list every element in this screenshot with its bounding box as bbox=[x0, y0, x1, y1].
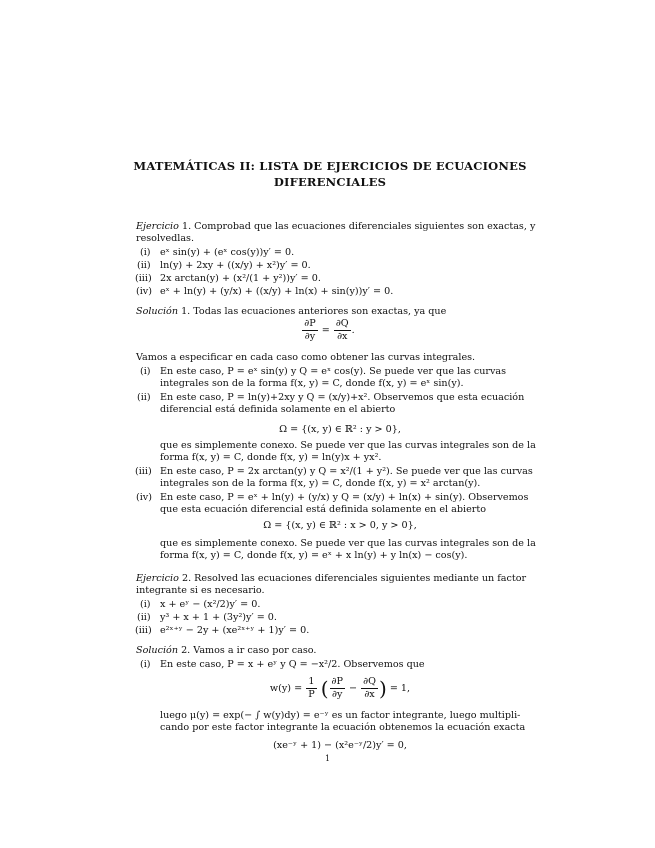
exercise-1-text: 1. Comprobad que las ecuaciones diferenciales siguientes son exactas, y bbox=[181, 221, 536, 232]
exactness-condition: $\frac{\partial P}{\partial y}$ = $\frac{\partial Q}{\partial x}$ . bbox=[304, 318, 355, 342]
exact-equation: (xe⁻ʸ + 1) − (x²e⁻ʸ/2)y′ = 0, bbox=[273, 740, 407, 751]
ex2-item-iii-eq: e²ˣ⁺ʸ − 2y + (xe²ˣ⁺ʸ + 1)y′ = 0. bbox=[160, 625, 310, 636]
ex1-item-ii-num: (ii) bbox=[137, 260, 151, 271]
sol2-i-num: (i) bbox=[140, 659, 151, 670]
sol1-ii-line2: diferencial está definida solamente en el abierto bbox=[160, 404, 396, 415]
ex1-item-iv-num: (iv) bbox=[136, 286, 152, 297]
page-title bbox=[120, 158, 540, 190]
solution-1-intro bbox=[136, 306, 446, 318]
solution-1-text: 1. Todas las ecuaciones anteriores son exactas, ya que bbox=[181, 306, 447, 317]
ex1-item-iii-num: (iii) bbox=[135, 273, 152, 284]
sol1-ii-line1: En este caso, P = ln(y)+2xy y Q = (x/y)+x². Observemos que esta ecuación bbox=[160, 392, 525, 403]
sol1-iii-line2: integrales son de la forma f(x, y) = C, donde f(x, y) = x² arctan(y). bbox=[160, 478, 481, 489]
sol2-i-line2: luego μ(y) = exp(− ∫ w(y)dy) = e⁻ʸ es un factor integrante, luego multipli- bbox=[160, 710, 521, 721]
one-over-P: $\frac{1}{P}$ bbox=[308, 676, 315, 700]
sol1-ii-num: (ii) bbox=[137, 392, 151, 403]
dQ-dx-fraction: $\frac{\partial Q}{\partial x}$ bbox=[335, 318, 349, 342]
page-number: 1 bbox=[324, 754, 331, 763]
exercise-2-intro bbox=[136, 573, 526, 585]
sol1-i-line2: integrales son de la forma f(x, y) = C, donde f(x, y) = eˣ sin(y). bbox=[160, 378, 464, 389]
ex2-item-i-eq: x + eʸ − (x²/2)y′ = 0. bbox=[160, 599, 261, 610]
exercise-2-text: 2. Resolved las ecuaciones diferenciales siguientes mediante un factor bbox=[181, 573, 527, 584]
exercise-1-intro-cont: resolvedlas. bbox=[136, 233, 195, 244]
sol1-iv-line2: que esta ecuación diferencial está definida solamente en el abierto bbox=[160, 504, 486, 515]
sol1-iv-domain: Ω = {(x, y) ∈ ℝ² : x > 0, y > 0}, bbox=[263, 520, 417, 531]
title-line-2: DIFERENCIALES bbox=[273, 175, 387, 189]
sol1-iii-num: (iii) bbox=[135, 466, 152, 477]
ex2-item-ii-eq: y³ + x + 1 + (3y²)y′ = 0. bbox=[160, 612, 277, 623]
sol1-iv-line3: que es simplemente conexo. Se puede ver que las curvas integrales son de la bbox=[160, 538, 536, 549]
ex2-item-ii-num: (ii) bbox=[137, 612, 151, 623]
sol1-ii-domain: Ω = {(x, y) ∈ ℝ² : y > 0}, bbox=[279, 424, 401, 435]
ex1-item-iv-eq: eˣ + ln(y) + (y/x) + ((x/y) + ln(x) + sin(y))y′ = 0. bbox=[160, 286, 394, 297]
sol1-ii-line3: que es simplemente conexo. Se puede ver que las curvas integrales son de la bbox=[160, 440, 536, 451]
ex1-item-iii-eq: 2x arctan(y) + (x²/(1 + y²))y′ = 0. bbox=[160, 273, 321, 284]
ex2-item-i-num: (i) bbox=[140, 599, 151, 610]
ex1-item-ii-eq: ln(y) + 2xy + ((x/y) + x²)y′ = 0. bbox=[160, 260, 311, 271]
exercise-2-intro-cont: integrante si es necesario. bbox=[136, 585, 265, 596]
solution-2-intro bbox=[136, 645, 316, 657]
dP-dy: $\frac{\partial P}{\partial y}$ bbox=[331, 676, 343, 700]
title-line-1: MATEMÁTICAS II: LISTA DE EJERCICIOS DE ECUACIONES bbox=[133, 159, 527, 173]
solution-1-label: Solución bbox=[136, 306, 178, 317]
ex1-item-i-num: (i) bbox=[140, 247, 151, 258]
solution-1-vamos: Vamos a especificar en cada caso como obtener las curvas integrales. bbox=[136, 352, 476, 363]
ex2-item-iii-num: (iii) bbox=[135, 625, 152, 636]
solution-2-label: Solución bbox=[136, 645, 178, 656]
sol1-iv-line1: En este caso, P = eˣ + ln(y) + (y/x) y Q = (x/y) + ln(x) + sin(y). Observemos bbox=[160, 492, 529, 503]
sol1-iv-line4: forma f(x, y) = C, donde f(x, y) = eˣ + x ln(y) + y ln(x) − cos(y). bbox=[160, 550, 468, 561]
exercise-1-label: Ejercicio bbox=[136, 221, 179, 232]
ex1-item-i-eq: eˣ sin(y) + (eˣ cos(y))y′ = 0. bbox=[160, 247, 295, 258]
dQ-dx: $\frac{\partial Q}{\partial x}$ bbox=[363, 676, 376, 700]
sol1-iii-line1: En este caso, P = 2x arctan(y) y Q = x²/(1 + y²). Se puede ver que las curvas bbox=[160, 466, 533, 477]
integrating-factor-formula: w(y) = $\frac{1}{P}$ ( $\frac{\partial P}{\partial y}$ − $\frac{\partial Q}{\partial x}$ ) = 1, bbox=[269, 676, 411, 701]
solution-2-text: 2. Vamos a ir caso por caso. bbox=[181, 645, 317, 656]
exercise-2-label: Ejercicio bbox=[136, 573, 179, 584]
exercise-1-intro bbox=[136, 221, 535, 233]
sol1-i-line1: En este caso, P = eˣ sin(y) y Q = eˣ cos(y). Se puede ver que las curvas bbox=[160, 366, 507, 377]
sol2-i-line3: cando por este factor integrante la ecuación obtenemos la ecuación exacta bbox=[160, 722, 526, 733]
sol1-ii-line4: forma f(x, y) = C, donde f(x, y) = ln(y)x + yx². bbox=[160, 452, 382, 463]
sol1-iv-num: (iv) bbox=[136, 492, 152, 503]
sol1-i-num: (i) bbox=[140, 366, 151, 377]
sol2-i-line1: En este caso, P = x + eʸ y Q = −x²/2. Observemos que bbox=[160, 659, 425, 670]
dP-dy-fraction: $\frac{\partial P}{\partial y}$ bbox=[304, 318, 316, 342]
